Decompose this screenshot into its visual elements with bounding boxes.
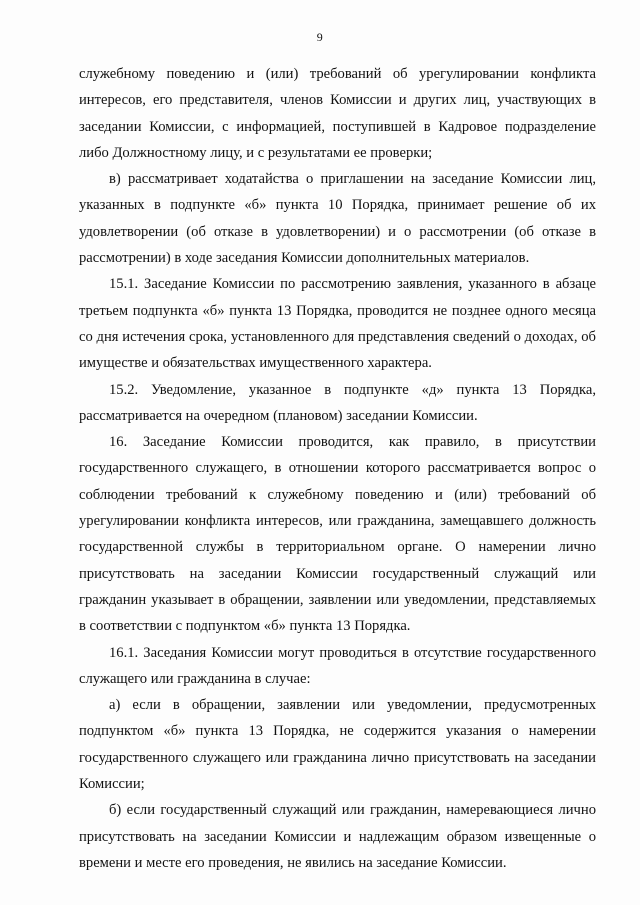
page-number: 9: [316, 30, 324, 44]
paragraph-15-1: 15.1. Заседание Комиссии по рассмотрению заявления, указанного в абзаце третьем подпункта «б» пункта 13 Порядка, проводится не позднее одного месяца со дня истечения срока, установленного для представления сведений о доходах, об имуществе и обязательствах имущественного характера.: [79, 276, 596, 372]
paragraph-16: 16. Заседание Комиссии проводится, как правило, в присутствии государственного служащего, в отношении которого рассматривается вопрос о соблюдении требований к служебному поведению и (или) требований об урегулировании конфликта интересов, или гражданина, замещавшего должность государственной службы в территориальном органе. О намерении лично присутствовать на заседании Комиссии государственный служащий или гражданин указывает в обращении, заявлении или уведомлении, представляемых в соответствии с подпунктом «б» пункта 13 Порядка.: [79, 434, 596, 635]
paragraph-item-b: б) если государственный служащий или гражданин, намеревающиеся лично присутствовать на заседании Комиссии и надлежащим образом извещенные о времени и месте его проведения, не явились на заседание Комиссии.: [79, 802, 596, 871]
paragraph-16-1: 16.1. Заседания Комиссии могут проводиться в отсутствие государственного служащего или гражданина в случае:: [79, 644, 596, 687]
paragraph-item-a: а) если в обращении, заявлении или уведомлении, предусмотренных подпунктом «б» пункта 13 Порядка, не содержится указания о намерении государственного служащего или гражданина лично присутствовать на заседании Комиссии;: [79, 697, 596, 793]
document-body: [79, 61, 596, 876]
paragraph-continuation: служебному поведению и (или) требований об урегулировании конфликта интересов, его представителя, членов Комиссии и других лиц, участвующих в заседании Комиссии, с информацией, поступившей в Кадровое подразделение либо Должностному лицу, и с результатами ее проверки;: [79, 66, 596, 161]
paragraph-15-2: 15.2. Уведомление, указанное в подпункте «д» пункта 13 Порядка, рассматривается на очередном (плановом) заседании Комиссии.: [79, 381, 596, 424]
paragraph-item-v: в) рассматривает ходатайства о приглашении на заседание Комиссии лиц, указанных в подпункте «б» пункта 10 Порядка, принимает решение об их удовлетворении (об отказе в удовлетворении) и о рассмотрении (об отказе в рассмотрении) в ходе заседания Комиссии дополнительных материалов.: [79, 171, 596, 267]
